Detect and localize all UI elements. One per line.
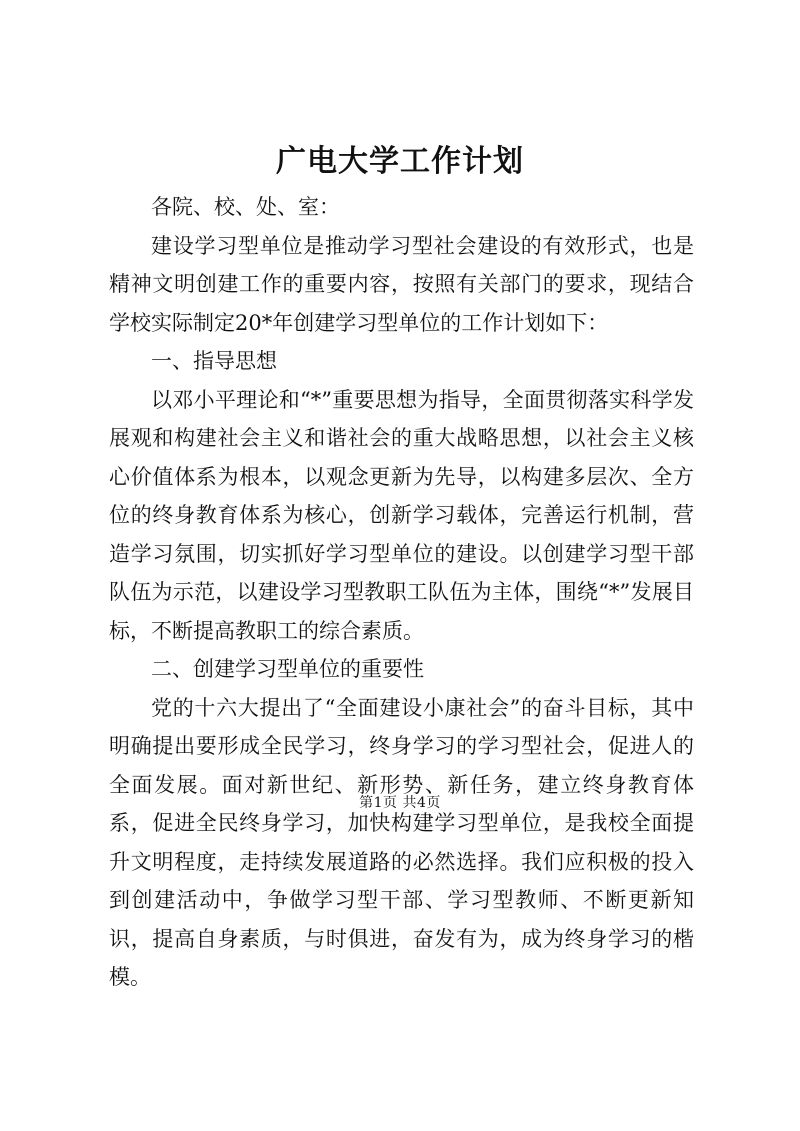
importance-paragraph: 党的十六大提出了“全面建设小康社会”的奋斗目标，其中明确提出要形成全民学习，终身学习的学习型社会，促进人的全面发展。面对新世纪、新形势、新任务，建立终身教育体系，促进全民终身学习，加快构建学习型单位，是我校全面提升文明程度，走持续发展道路的必然选择。我们应积极的投入到创建活动中，争做学习型干部、学习型教师、不断更新知识，提高自身素质，与时俱进，奋发有为，成为终身学习的楷模。 xyxy=(109,695,694,989)
document-title: 广电大学工作计划 xyxy=(276,144,524,179)
section-heading-importance: 二、创建学习型单位的重要性 xyxy=(151,657,424,681)
intro-paragraph: 建设学习型单位是推动学习型社会建设的有效形式，也是精神文明创建工作的重要内容，按照有关部门的要求，现结合学校实际制定20*年创建学习型单位的工作计划如下： xyxy=(109,233,694,335)
salutation: 各院、校、处、室： xyxy=(151,195,340,219)
guiding-ideology-paragraph: 以邓小平理论和“*”重要思想为指导，全面贯彻落实科学发展观和构建社会主义和谐社会的重大战略思想，以社会主义核心价值体系为根本，以观念更新为先导，以构建多层次、全方位的终身教育体系为核心，创新学习载体，完善运行机制，营造学习氛围，切实抓好学习型单位的建设。以创建学习型干部队伍为示范，以建设学习型教职工队伍为主体，围绕“*”发展目标，不断提高教职工的综合素质。 xyxy=(109,387,694,643)
document-body xyxy=(109,188,694,997)
section-heading-guiding-ideology: 一、指导思想 xyxy=(151,349,277,373)
page-footer: 第1页 共4页 xyxy=(359,795,441,811)
